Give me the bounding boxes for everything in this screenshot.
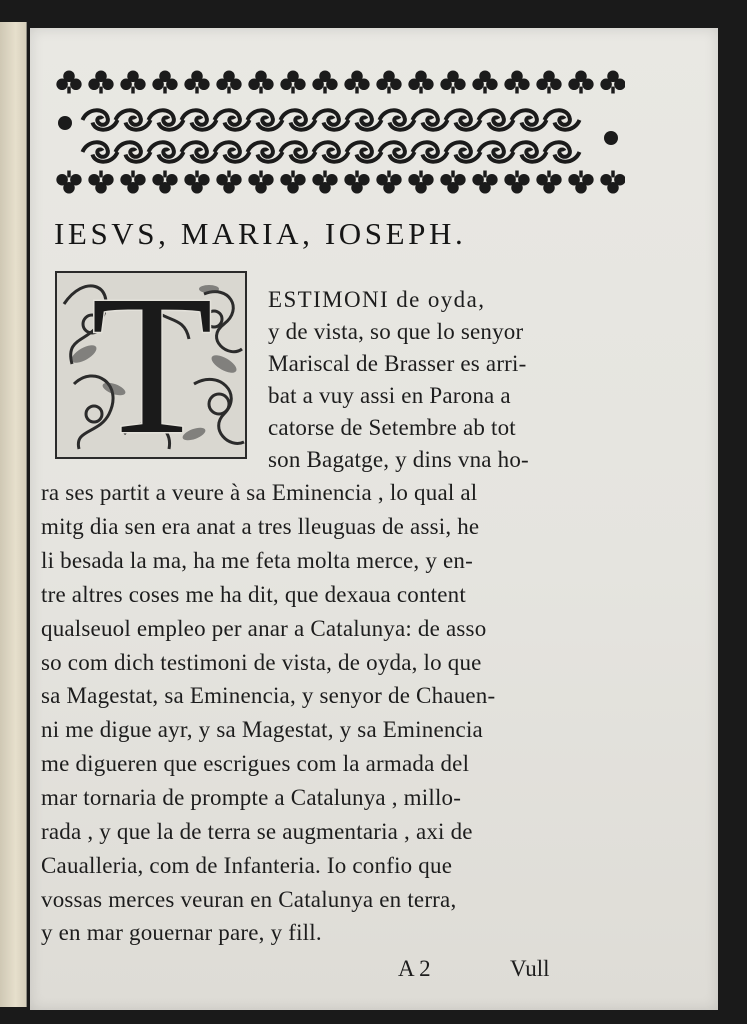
body-line: mar tornaria de prompte a Catalunya , millo- [41, 785, 462, 810]
drop-cap-letter: T [90, 264, 214, 464]
book-page [30, 28, 718, 1010]
body-line: Mariscal de Brasser es arri- [268, 351, 527, 376]
facing-page-edge [0, 22, 27, 1007]
heading: IESVS, MARIA, IOSEPH. [54, 216, 467, 251]
body-line: sa Magestat, sa Eminencia, y senyor de Chauen- [41, 683, 496, 708]
body-line: vossas merces veuran en Catalunya en terra, [41, 887, 457, 912]
body-line: catorse de Setembre ab tot [268, 415, 516, 440]
body-line: me digueren que escrigues com la armada del [41, 751, 470, 776]
body-line: rada , y que la de terra se augmentaria , axi de [41, 819, 473, 844]
body-line: son Bagatge, y dins vna ho- [268, 447, 529, 472]
body-line: y en mar gouernar pare, y fill. [41, 920, 322, 945]
body-line: y de vista, so que lo senyor [268, 319, 524, 344]
body-line: mitg dia sen era anat a tres lleuguas de assi, he [41, 514, 480, 539]
body-line: qualseuol empleo per anar a Catalunya: de asso [41, 616, 487, 641]
body-line: ni me digue ayr, y sa Magestat, y sa Eminencia [41, 717, 483, 742]
body-text [30, 28, 718, 1010]
body-line: tre altres coses me ha dit, que dexaua content [41, 582, 466, 607]
catchword: Vull [510, 956, 550, 981]
body-line: ra ses partit a veure à sa Eminencia , lo qual al [41, 480, 478, 505]
body-line: bat a vuy assi en Parona a [268, 383, 511, 408]
body-line: Caualleria, com de Infanteria. Io confio que [41, 853, 453, 878]
body-line: so com dich testimoni de vista, de oyda, lo que [41, 650, 482, 675]
signature-mark: A 2 [398, 956, 431, 981]
body-line: li besada la ma, ha me feta molta merce, y en- [41, 548, 473, 573]
body-line: ESTIMONI de oyda, [268, 287, 486, 312]
